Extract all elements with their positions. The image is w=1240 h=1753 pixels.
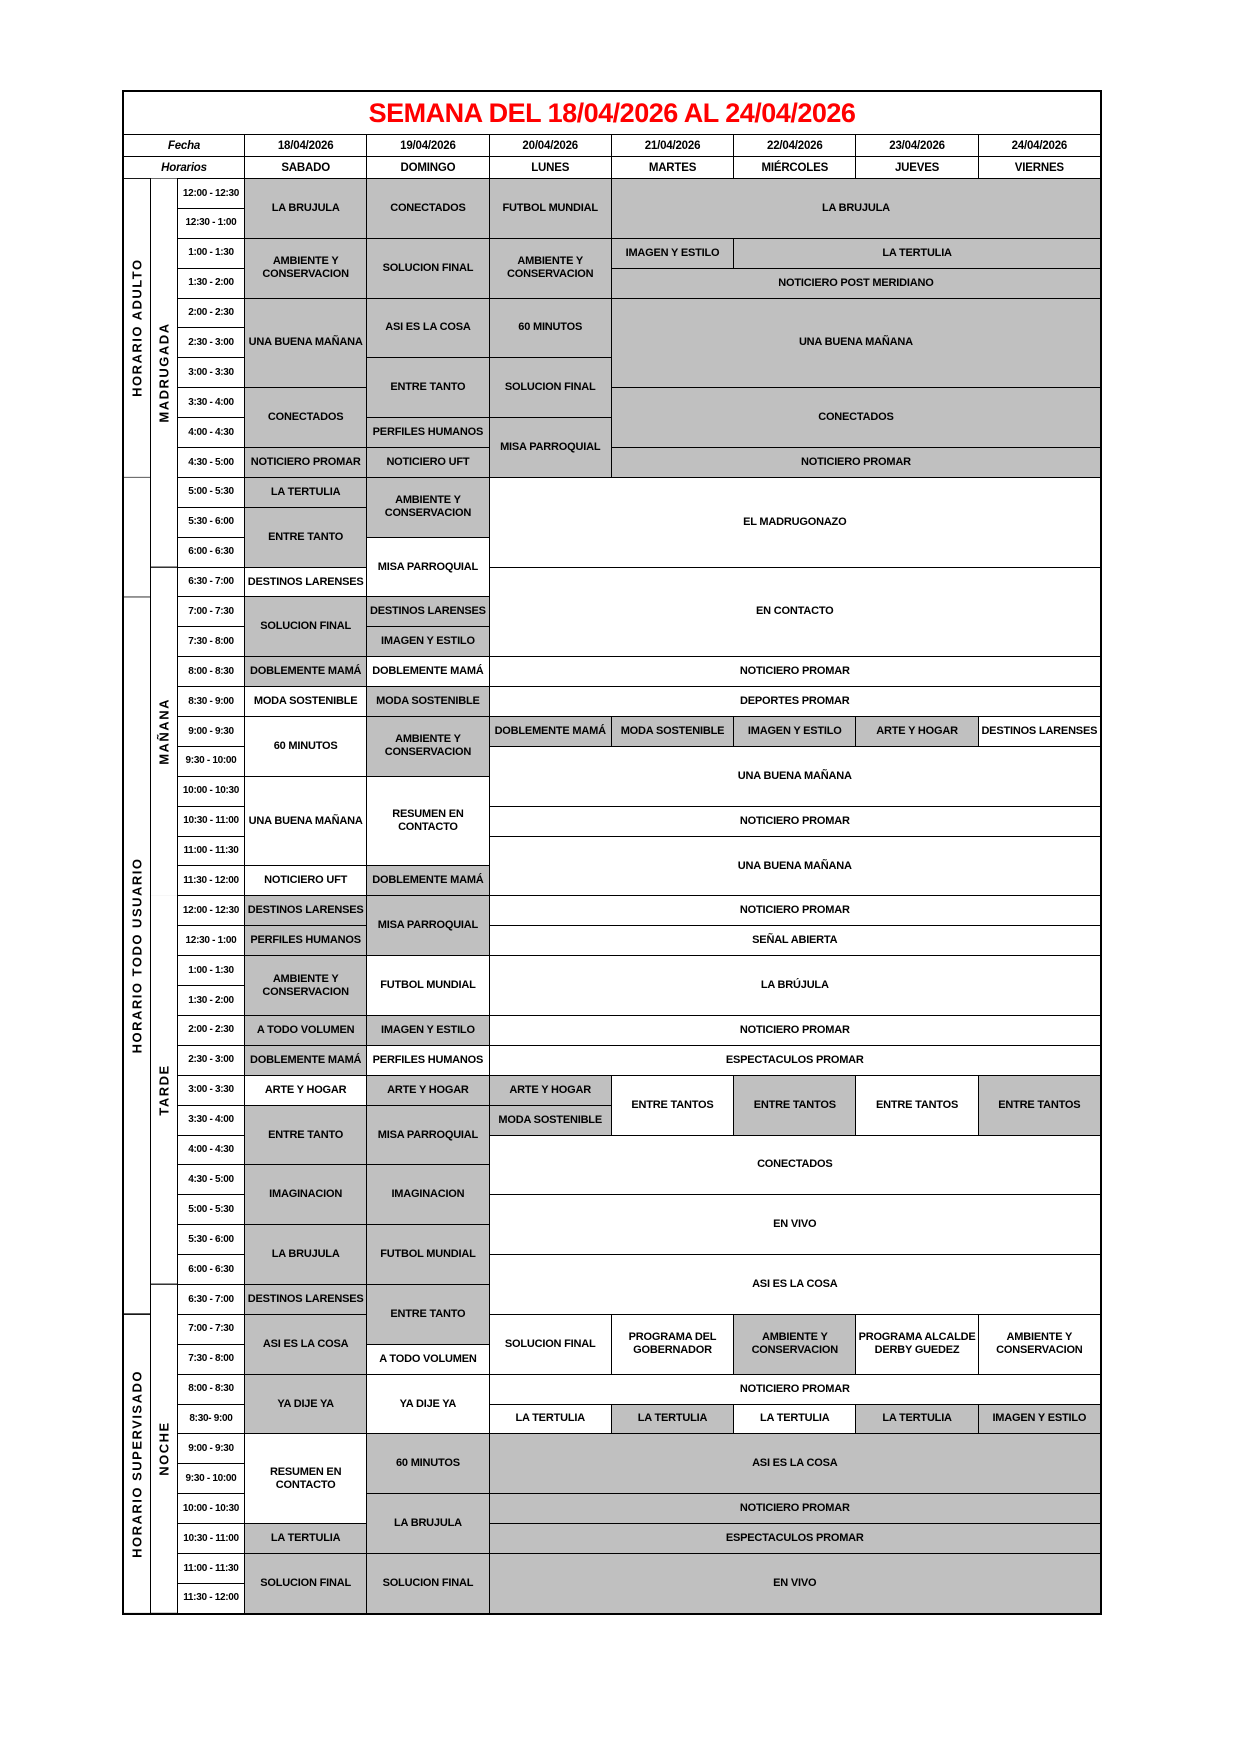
program-cell: UNA BUENA MAÑANA [612,299,1100,388]
time-slot: 4:30 - 5:00 [178,448,244,477]
program-cell: AMBIENTE Y CONSERVACION [734,1315,855,1374]
time-slot: 8:30 - 9:00 [178,687,244,716]
horario-group-label: HORARIO TODO USUARIO [124,597,150,1313]
time-slot: 10:00 - 10:30 [178,777,244,806]
program-cell: NOTICIERO PROMAR [612,448,1100,477]
program-cell: NOTICIERO PROMAR [490,1375,1100,1404]
daypart-label: NOCHE [151,1285,177,1613]
time-slot: 4:00 - 4:30 [178,418,244,447]
program-cell: IMAGEN Y ESTILO [979,1405,1100,1434]
program-cell: RESUMEN EN CONTACTO [367,777,488,866]
program-cell: LA TERTULIA [612,1405,733,1434]
program-cell: 60 MINUTOS [490,299,611,358]
program-cell: EN CONTACTO [490,568,1100,657]
program-cell: IMAGINACION [367,1165,488,1224]
program-cell: ASI ES LA COSA [490,1434,1100,1493]
program-cell: SOLUCION FINAL [367,1554,488,1613]
time-slot: 9:00 - 9:30 [178,717,244,746]
program-cell: SOLUCION FINAL [245,597,366,656]
time-slot: 1:30 - 2:00 [178,269,244,298]
time-slot: 9:00 - 9:30 [178,1434,244,1463]
program-cell: LA TERTULIA [245,478,366,507]
time-slot: 12:30 - 1:00 [178,209,244,238]
program-cell: NOTICIERO PROMAR [490,657,1100,686]
program-cell: ESPECTACULOS PROMAR [490,1524,1100,1553]
date-header: 22/04/2026 [734,135,855,156]
program-cell: PERFILES HUMANOS [367,1046,488,1075]
day-header: MARTES [612,157,733,178]
date-header: 23/04/2026 [856,135,977,156]
program-cell: AMBIENTE Y CONSERVACION [245,956,366,1015]
time-slot: 4:30 - 5:00 [178,1165,244,1194]
time-slot: 3:30 - 4:00 [178,388,244,417]
program-cell: LA BRUJULA [245,1225,366,1284]
program-cell: NOTICIERO PROMAR [490,896,1100,925]
date-header: 18/04/2026 [245,135,366,156]
program-cell: ASI ES LA COSA [490,1255,1100,1314]
daypart-label: MAÑANA [151,568,177,896]
program-cell: A TODO VOLUMEN [245,1016,366,1045]
program-cell: NOTICIERO PROMAR [490,1016,1100,1045]
program-cell: ENTRE TANTOS [612,1076,733,1135]
program-cell: MODA SOSTENIBLE [612,717,733,746]
program-cell: DESTINOS LARENSES [245,568,366,597]
program-cell: DEPORTES PROMAR [490,687,1100,716]
program-cell: ENTRE TANTOS [979,1076,1100,1135]
date-header: 20/04/2026 [490,135,611,156]
program-cell: UNA BUENA MAÑANA [490,747,1100,806]
date-header: 24/04/2026 [979,135,1100,156]
program-cell: NOTICIERO UFT [367,448,488,477]
daypart-label: TARDE [151,896,177,1284]
time-slot: 8:00 - 8:30 [178,1375,244,1404]
program-cell: FUTBOL MUNDIAL [490,179,611,238]
time-slot: 6:00 - 6:30 [178,1255,244,1284]
program-cell: FUTBOL MUNDIAL [367,1225,488,1284]
program-cell: DESTINOS LARENSES [245,896,366,925]
time-slot: 2:30 - 3:00 [178,328,244,357]
time-slot: 6:30 - 7:00 [178,568,244,597]
program-cell: MISA PARROQUIAL [367,538,488,597]
program-cell: EN VIVO [490,1554,1100,1613]
program-cell: MISA PARROQUIAL [490,418,611,477]
schedule-grid [124,179,1100,1613]
time-slot: 12:30 - 1:00 [178,926,244,955]
time-slot: 2:00 - 2:30 [178,1016,244,1045]
program-cell: LA TERTULIA [856,1405,977,1434]
horario-group-label [124,478,150,597]
time-slot: 7:30 - 8:00 [178,1345,244,1374]
program-cell: LA BRÚJULA [490,956,1100,1015]
time-slot: 5:30 - 6:00 [178,1225,244,1254]
horarios-label: Horarios [124,157,244,178]
horario-group-label: HORARIO SUPERVISADO [124,1315,150,1613]
program-cell: MODA SOSTENIBLE [367,687,488,716]
program-cell: SEÑAL ABIERTA [490,926,1100,955]
program-cell: LA BRUJULA [245,179,366,238]
program-cell: AMBIENTE Y CONSERVACION [490,239,611,298]
time-slot: 7:30 - 8:00 [178,627,244,656]
time-slot: 2:30 - 3:00 [178,1046,244,1075]
program-cell: NOTICIERO UFT [245,866,366,895]
time-slot: 7:00 - 7:30 [178,1315,244,1344]
program-cell: LA BRUJULA [612,179,1100,238]
program-cell: LA TERTULIA [245,1524,366,1553]
program-cell: SOLUCION FINAL [367,239,488,298]
program-cell: NOTICIERO PROMAR [245,448,366,477]
day-header: MIÉRCOLES [734,157,855,178]
program-cell: LA BRUJULA [367,1494,488,1553]
program-cell: CONECTADOS [245,388,366,447]
program-cell: CONECTADOS [612,388,1100,447]
program-cell: MODA SOSTENIBLE [245,687,366,716]
time-slot: 11:30 - 12:00 [178,1584,244,1613]
time-slot: 5:00 - 5:30 [178,1195,244,1224]
program-cell: ARTE Y HOGAR [490,1076,611,1105]
program-cell: 60 MINUTOS [367,1434,488,1493]
program-cell: MISA PARROQUIAL [367,1106,488,1165]
program-cell: ENTRE TANTO [367,1285,488,1344]
program-cell: ENTRE TANTOS [734,1076,855,1135]
time-slot: 10:30 - 11:00 [178,1524,244,1553]
program-cell: UNA BUENA MAÑANA [245,299,366,388]
time-slot: 6:00 - 6:30 [178,538,244,567]
time-slot: 3:00 - 3:30 [178,358,244,387]
program-cell: PERFILES HUMANOS [245,926,366,955]
time-slot: 5:00 - 5:30 [178,478,244,507]
day-header: SABADO [245,157,366,178]
program-cell: DESTINOS LARENSES [245,1285,366,1314]
time-slot: 6:30 - 7:00 [178,1285,244,1314]
program-cell: PROGRAMA ALCALDE DERBY GUEDEZ [856,1315,977,1374]
time-slot: 8:30- 9:00 [178,1405,244,1434]
program-cell: YA DIJE YA [245,1375,366,1434]
time-slot: 12:00 - 12:30 [178,179,244,208]
time-slot: 11:30 - 12:00 [178,866,244,895]
program-cell: EN VIVO [490,1195,1100,1254]
program-cell: CONECTADOS [367,179,488,238]
time-slot: 1:00 - 1:30 [178,239,244,268]
time-slot: 1:00 - 1:30 [178,956,244,985]
program-cell: ARTE Y HOGAR [856,717,977,746]
program-cell: A TODO VOLUMEN [367,1345,488,1374]
program-cell: IMAGEN Y ESTILO [367,1016,488,1045]
time-slot: 11:00 - 11:30 [178,837,244,866]
program-cell: IMAGEN Y ESTILO [367,627,488,656]
program-cell: PERFILES HUMANOS [367,418,488,447]
program-cell: CONECTADOS [490,1136,1100,1195]
program-cell: AMBIENTE Y CONSERVACION [367,478,488,537]
program-cell: ASI ES LA COSA [245,1315,366,1374]
program-cell: DOBLEMENTE MAMÁ [367,657,488,686]
program-cell: FUTBOL MUNDIAL [367,956,488,1015]
program-cell: SOLUCION FINAL [490,1315,611,1374]
program-cell: IMAGEN Y ESTILO [612,239,733,268]
time-slot: 3:00 - 3:30 [178,1076,244,1105]
program-cell: NOTICIERO POST MERIDIANO [612,269,1100,298]
time-slot: 3:30 - 4:00 [178,1106,244,1135]
header-rows [124,135,1100,179]
program-cell: ENTRE TANTO [245,508,366,567]
time-slot: 8:00 - 8:30 [178,657,244,686]
time-slot: 12:00 - 12:30 [178,896,244,925]
program-cell: ENTRE TANTOS [856,1076,977,1135]
date-header: 21/04/2026 [612,135,733,156]
program-cell: YA DIJE YA [367,1375,488,1434]
program-cell: ENTRE TANTO [245,1106,366,1165]
program-cell: DOBLEMENTE MAMÁ [245,1046,366,1075]
program-cell: AMBIENTE Y CONSERVACION [979,1315,1100,1374]
program-cell: IMAGINACION [245,1165,366,1224]
time-slot: 10:30 - 11:00 [178,807,244,836]
program-cell: DESTINOS LARENSES [367,597,488,626]
program-cell: 60 MINUTOS [245,717,366,776]
program-cell: SOLUCION FINAL [490,358,611,417]
program-cell: AMBIENTE Y CONSERVACION [245,239,366,298]
time-slot: 9:30 - 10:00 [178,747,244,776]
program-cell: DOBLEMENTE MAMÁ [367,866,488,895]
program-cell: ARTE Y HOGAR [245,1076,366,1105]
time-slot: 10:00 - 10:30 [178,1494,244,1523]
day-header: JUEVES [856,157,977,178]
program-cell: LA TERTULIA [734,1405,855,1434]
time-slot: 1:30 - 2:00 [178,986,244,1015]
program-cell: ENTRE TANTO [367,358,488,417]
daypart-label: MADRUGADA [151,179,177,567]
program-cell: LA TERTULIA [734,239,1100,268]
program-cell: NOTICIERO PROMAR [490,1494,1100,1523]
time-slot: 2:00 - 2:30 [178,299,244,328]
program-cell: PROGRAMA DEL GOBERNADOR [612,1315,733,1374]
program-cell: SOLUCION FINAL [245,1554,366,1613]
program-cell: EL MADRUGONAZO [490,478,1100,567]
program-cell: DESTINOS LARENSES [979,717,1100,746]
program-cell: ESPECTACULOS PROMAR [490,1046,1100,1075]
schedule-table [122,90,1102,1615]
program-cell: MODA SOSTENIBLE [490,1106,611,1135]
program-cell: MISA PARROQUIAL [367,896,488,955]
time-slot: 7:00 - 7:30 [178,597,244,626]
program-cell: UNA BUENA MAÑANA [245,777,366,866]
time-slot: 9:30 - 10:00 [178,1464,244,1493]
program-cell: IMAGEN Y ESTILO [734,717,855,746]
time-slot: 5:30 - 6:00 [178,508,244,537]
program-cell: DOBLEMENTE MAMÁ [245,657,366,686]
date-header: 19/04/2026 [367,135,488,156]
day-header: LUNES [490,157,611,178]
program-cell: UNA BUENA MAÑANA [490,837,1100,896]
program-cell: NOTICIERO PROMAR [490,807,1100,836]
fecha-label: Fecha [124,135,244,156]
time-slot: 4:00 - 4:30 [178,1136,244,1165]
day-header: DOMINGO [367,157,488,178]
program-cell: DOBLEMENTE MAMÁ [490,717,611,746]
time-slot: 11:00 - 11:30 [178,1554,244,1583]
program-cell: ASI ES LA COSA [367,299,488,358]
horario-group-label: HORARIO ADULTO [124,179,150,477]
program-cell: ARTE Y HOGAR [367,1076,488,1105]
schedule-title: SEMANA DEL 18/04/2026 AL 24/04/2026 [124,92,1100,135]
program-cell: RESUMEN EN CONTACTO [245,1434,366,1523]
day-header: VIERNES [979,157,1100,178]
program-cell: AMBIENTE Y CONSERVACION [367,717,488,776]
program-cell: LA TERTULIA [490,1405,611,1434]
